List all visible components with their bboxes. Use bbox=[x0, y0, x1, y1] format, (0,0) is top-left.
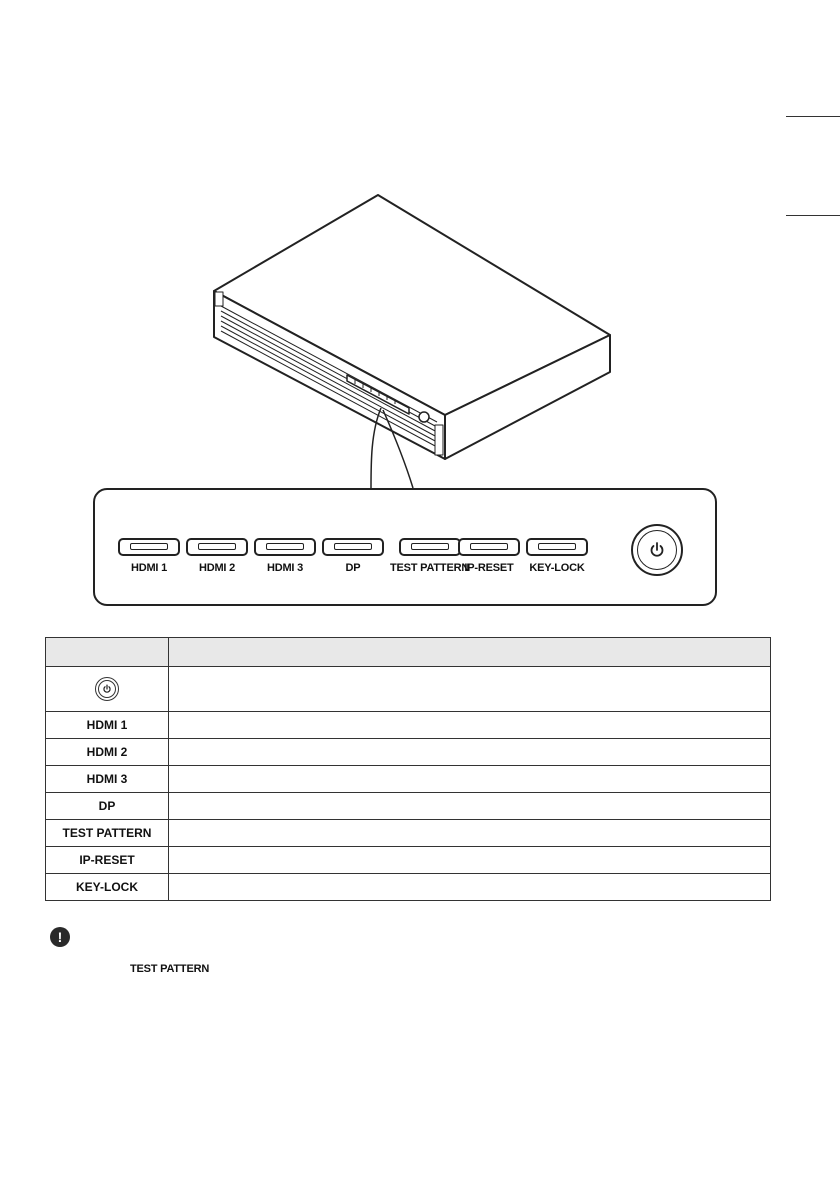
table-row bbox=[46, 739, 771, 766]
table-key-cell: DP bbox=[46, 793, 169, 820]
table-desc-cell bbox=[169, 766, 771, 793]
hdmi1-button-label: HDMI 1 bbox=[130, 562, 168, 574]
table-row bbox=[46, 712, 771, 739]
dp-button-label: DP bbox=[345, 562, 361, 574]
table-key-cell: HDMI 1 bbox=[46, 712, 169, 739]
table-row bbox=[46, 874, 771, 901]
key-lock-button bbox=[526, 538, 588, 574]
power-button bbox=[631, 524, 683, 576]
table-desc-cell bbox=[169, 847, 771, 874]
exclamation-icon: ! bbox=[50, 927, 70, 947]
table-row bbox=[46, 793, 771, 820]
power-icon bbox=[95, 677, 119, 701]
table-header-cell bbox=[46, 638, 169, 667]
ip-reset-button-label: IP-RESET bbox=[464, 562, 514, 574]
table-row bbox=[46, 820, 771, 847]
table-desc-cell bbox=[169, 712, 771, 739]
device-illustration bbox=[205, 192, 625, 492]
table-row bbox=[46, 667, 771, 712]
table-desc-cell bbox=[169, 820, 771, 847]
hdmi3-button bbox=[254, 538, 316, 574]
hdmi2-button bbox=[186, 538, 248, 574]
table-desc-cell bbox=[169, 874, 771, 901]
table-header-cell bbox=[169, 638, 771, 667]
table-key-cell: KEY-LOCK bbox=[46, 874, 169, 901]
table-desc-cell bbox=[169, 793, 771, 820]
side-tab-rule bbox=[786, 116, 840, 117]
test-pattern-button-label: TEST PATTERN bbox=[390, 562, 470, 574]
table-key-cell: TEST PATTERN bbox=[46, 820, 169, 847]
dp-button bbox=[322, 538, 384, 574]
table-key-cell: HDMI 3 bbox=[46, 766, 169, 793]
ip-reset-button bbox=[458, 538, 520, 574]
table-desc-cell bbox=[169, 739, 771, 766]
note-test-pattern-label: TEST PATTERN bbox=[130, 963, 210, 975]
power-icon bbox=[648, 541, 666, 559]
table-row bbox=[46, 847, 771, 874]
table-key-cell bbox=[46, 667, 169, 712]
side-tab-rule bbox=[786, 215, 840, 216]
table-row bbox=[46, 766, 771, 793]
table-header-row bbox=[46, 638, 771, 667]
table-key-cell: HDMI 2 bbox=[46, 739, 169, 766]
hdmi3-button-label: HDMI 3 bbox=[266, 562, 304, 574]
hdmi1-button bbox=[118, 538, 180, 574]
control-panel-closeup bbox=[93, 488, 717, 606]
table-desc-cell bbox=[169, 667, 771, 712]
hdmi2-button-label: HDMI 2 bbox=[198, 562, 236, 574]
key-lock-button-label: KEY-LOCK bbox=[529, 562, 585, 574]
table-key-cell: IP-RESET bbox=[46, 847, 169, 874]
button-function-table bbox=[45, 637, 771, 901]
